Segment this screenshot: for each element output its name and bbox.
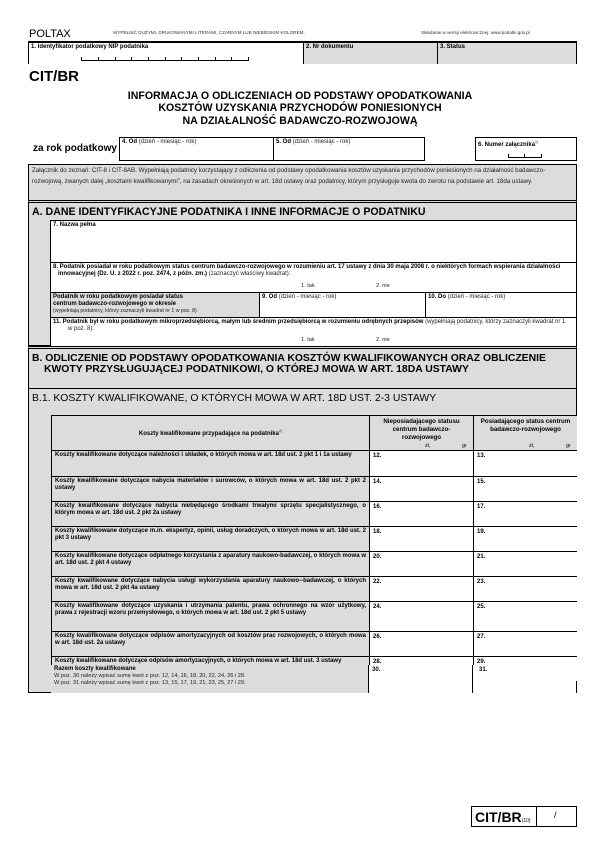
amount-field-14[interactable]: 14. bbox=[370, 477, 474, 502]
amount-field-17[interactable]: 17. bbox=[474, 502, 577, 527]
attachment-number-field[interactable] bbox=[475, 137, 577, 161]
col-header-desc bbox=[52, 416, 370, 451]
row-desc: Koszty kwalifikowane dotyczące należności i składek, o których mowa w art. 18d ust. 2 pkt 1 i 1a ustawy bbox=[52, 451, 370, 477]
rd-status-period-box bbox=[51, 293, 260, 318]
title-line-1: INFORMACJA O ODLICZENIACH OD PODSTAWY OPODATKOWANIA bbox=[127, 90, 473, 102]
footer-code bbox=[475, 809, 531, 825]
table-row bbox=[52, 632, 577, 657]
total-note-2: W poz. 31 należy wpisać sumę kwot z poz. 13, 15, 17, 19, 21, 23, 25, 27 i 29. bbox=[54, 680, 246, 686]
table-row bbox=[52, 577, 577, 602]
nip-label: 1. Identyfikator podatkowy NIP podatnika bbox=[31, 44, 149, 50]
sme-status-hint: (wypełniają podatnicy, którzy zaznaczyli kwadrat nr 1 w poz. 8): bbox=[68, 319, 566, 332]
amount-field-13[interactable]: 13. bbox=[474, 451, 577, 477]
footer-page-separator: / bbox=[554, 810, 557, 820]
status-label: 3. Status bbox=[440, 44, 466, 50]
section-b bbox=[28, 346, 577, 693]
total-desc bbox=[51, 665, 369, 693]
nip-tick-marks bbox=[81, 58, 249, 61]
amount-field-30[interactable]: 30. bbox=[369, 665, 473, 693]
gr-label: gr bbox=[566, 443, 571, 449]
total-row bbox=[51, 665, 576, 693]
zl-label: zł, bbox=[529, 443, 535, 449]
amount-field-18[interactable]: 18. bbox=[370, 527, 474, 552]
period-from-label: 4. Od bbox=[122, 139, 138, 145]
footer-code-text: CIT/BR bbox=[475, 809, 522, 825]
top-fields bbox=[28, 41, 577, 64]
section-b1-header bbox=[29, 388, 576, 412]
attachment-tick-marks bbox=[508, 155, 542, 158]
amount-field-16[interactable]: 16. bbox=[370, 502, 474, 527]
section-a-body bbox=[50, 220, 576, 346]
rd-period-from-hint: (dzień - miesiąc - rok) bbox=[278, 294, 337, 300]
amount-field-29[interactable]: 29. bbox=[474, 657, 577, 682]
sme-status-field bbox=[51, 318, 577, 347]
col-header-status-label: Posiadającego status centrum badawczo-rozwojowego bbox=[480, 418, 571, 433]
rd-center-status-field bbox=[51, 263, 577, 293]
qualified-costs-table bbox=[51, 415, 576, 693]
amount-field-22[interactable]: 22. bbox=[370, 577, 474, 602]
section-a bbox=[28, 200, 577, 346]
amount-field-26[interactable]: 26. bbox=[370, 632, 474, 657]
sme-option-yes[interactable]: 1. tak bbox=[301, 337, 315, 343]
row-desc: Koszty kwalifikowane dotyczące nabycia materiałów i surowców, o których mowa w art. 18d ust. 2 pkt 2 ustawy bbox=[52, 477, 370, 502]
amount-field-24[interactable]: 24. bbox=[370, 602, 474, 632]
footer-version: (10) bbox=[521, 818, 531, 824]
zl-label: zł, bbox=[425, 443, 431, 449]
table-row bbox=[52, 451, 577, 477]
footer-form-code-box bbox=[471, 806, 577, 827]
intro-box bbox=[28, 164, 577, 200]
period-label: za rok podatkowy bbox=[33, 143, 117, 154]
amount-field-23[interactable]: 23. bbox=[474, 577, 577, 602]
form-code: CIT/BR bbox=[29, 68, 79, 85]
rd-period-to-hint: (dzień - miesiąc - rok) bbox=[447, 294, 506, 300]
full-name-field[interactable] bbox=[51, 221, 577, 263]
rd-status-option-no[interactable]: 2. nie bbox=[376, 283, 390, 289]
row-desc: Koszty kwalifikowane dotyczące nabycia usługi wykorzystania aparatury naukowo--badawczej, o których mowa w art. 18d ust. 2 pkt 4a ustawy bbox=[52, 577, 370, 602]
col-header-no-status bbox=[370, 416, 474, 451]
section-b-title: B. ODLICZENIE OD PODSTAWY OPODATKOWANIA KOSZTÓW KWALIFIKOWANYCH ORAZ OBLICZENIE KWOTY PRZYSŁUGUJĄCEJ PODATNIKOWI, O KTÓREJ MOWA W ART. 18DA USTAWY bbox=[32, 353, 546, 375]
row-desc: Koszty kwalifikowane dotyczące uzyskania i utrzymania patentu, prawa ochronnego na wzór użytkowy, prawa z rejestracji wzoru przemysłowego, o których mowa w art. 18d ust. 2 pkt 5 ustawy bbox=[52, 602, 370, 632]
period-from-field[interactable] bbox=[119, 137, 274, 161]
rd-status-period-hint: (wypełniają podatnicy, którzy zaznaczyli kwadrat nr 1 w poz. 8) bbox=[53, 308, 197, 314]
amount-field-12[interactable]: 12. bbox=[370, 451, 474, 477]
col-header-desc-label: Koszty kwalifikowane przypadające na podatnika bbox=[138, 431, 279, 437]
rd-center-status-label: 8. Podatnik posiadał w roku podatkowym status centrum badawczo-rozwojowego w rozumieniu art. 17 ustawy z dnia 30 maja 2008 r. o niektórych formach wspierania działalności innowacyjnej (Dz. U. z 2022 r. poz. 2474, z późn. zm.) bbox=[53, 264, 561, 277]
col-header-status bbox=[474, 416, 577, 451]
rd-period-to-field[interactable] bbox=[426, 293, 577, 318]
total-note-1: W poz. 30 należy wpisać sumę kwot z poz. 12, 14, 16, 18, 20, 22, 24, 26 i 28. bbox=[54, 673, 246, 679]
section-b1-title: B.1. KOSZTY KWALIFIKOWANE, O KTÓRYCH MOWA W ART. 18D UST. 2-3 USTAWY bbox=[32, 393, 437, 404]
total-title: Razem koszty kwalifikowane bbox=[54, 666, 136, 672]
brand: POLTAX bbox=[29, 28, 71, 40]
sme-option-no[interactable]: 2. nie bbox=[376, 337, 390, 343]
title-line-2: KOSZTÓW UZYSKANIA PRZYCHODÓW PONIESIONYCH bbox=[158, 102, 442, 115]
attachment-number-label: 6. Numer załącznika bbox=[478, 142, 536, 148]
nip-field[interactable] bbox=[29, 43, 304, 64]
amount-field-20[interactable]: 20. bbox=[370, 552, 474, 577]
form-title bbox=[0, 90, 600, 127]
amount-field-21[interactable]: 21. bbox=[474, 552, 577, 577]
footer-page-box bbox=[536, 806, 577, 827]
row-desc: Koszty kwalifikowane dotyczące odpłatnego korzystania z aparatury naukowo-badawczej, o których mowa w art. 18d ust. 2 pkt 4 ustawy bbox=[52, 552, 370, 577]
rd-period-from-field[interactable] bbox=[260, 293, 426, 318]
row-desc: Koszty kwalifikowane dotyczące nabycia niebędącego środkami trwałymi sprzętu specjalistycznego, o którym mowa w art. 18d ust. 2 pkt 2a ustawy bbox=[52, 502, 370, 527]
table-row bbox=[52, 477, 577, 502]
electronic-filing-text: Składanie w wersji elektronicznej: www.podatki.gov.pl bbox=[421, 30, 530, 35]
doc-number-label: 2. Nr dokumentu bbox=[306, 44, 354, 50]
row-desc: Koszty kwalifikowane dotyczące odpisów amortyzacyjnych, o których mowa w art. 18d ust. 3 ustawy bbox=[52, 657, 370, 682]
doc-number-field bbox=[304, 43, 438, 64]
rd-status-period-label: Podatnik w roku podatkowym posiadał status centrum badawczo-rozwojowego w okresie bbox=[53, 294, 184, 307]
period-to-field[interactable] bbox=[273, 137, 425, 161]
col-header-footnote-ref: 2) bbox=[278, 429, 283, 433]
intro-text: Załącznik do zeznań: CIT-8 i CIT-8AB. Wypełniają podatnicy korzystający z odliczenia od podstawy opodatkowania kosztów uzyskania przychodów poniesionych na działalność badawczo-rozwojową, zwanych dalej „kosztami kwalifikowanymi”, na zasadach określonych w art. 18d ustawy oraz podatnicy, którym przysługuje kwota do zwrotu na podstawie art. 18da ustawy. bbox=[32, 167, 546, 185]
row-desc: Koszty kwalifikowane dotyczące odpisów amortyzacyjnych od kosztów prac rozwojowych, o których mowa w art. 18d ust. 2a ustawy bbox=[52, 632, 370, 657]
rd-status-option-yes[interactable]: 1. tak bbox=[301, 283, 315, 289]
rd-center-status-hint: (zaznaczyć właściwy kwadrat): bbox=[208, 271, 291, 277]
full-name-label: 7. Nazwa pełna bbox=[53, 222, 96, 228]
sme-status-label: 11. Podatnik był w roku podatkowym mikroprzedsiębiorcą, małym lub średnim przedsiębiorcą w rozumieniu odrębnych przepisów bbox=[53, 319, 424, 325]
amount-field-28[interactable]: 28. bbox=[370, 657, 474, 682]
period-to-label: 5. Od bbox=[276, 139, 292, 145]
gr-label: gr bbox=[462, 443, 467, 449]
table-row bbox=[52, 527, 577, 552]
table-row bbox=[52, 602, 577, 632]
amount-field-27[interactable]: 27. bbox=[474, 632, 577, 657]
rd-period-to-label: 10. Do bbox=[428, 294, 447, 300]
row-desc: Koszty kwalifikowane dotyczące m.in. ekspertyz, opinii, usług doradczych, o których mowa w art. 18d ust. 2 pkt 3 ustawy bbox=[52, 527, 370, 552]
period-from-hint: (dzień - miesiąc - rok) bbox=[138, 139, 197, 145]
title-line-3: NA DZIAŁALNOŚĆ BADAWCZO-ROZWOJOWĄ bbox=[182, 114, 418, 127]
col-header-no-status-label: Nieposiadającego statusu centrum badawczo-rozwojowego bbox=[383, 418, 460, 441]
amount-field-15[interactable]: 15. bbox=[474, 477, 577, 502]
section-a-title: A. DANE IDENTYFIKACYJNE PODATNIKA I INNE INFORMACJE O PODATNIKU bbox=[32, 206, 426, 218]
table-row bbox=[52, 502, 577, 527]
amount-field-31[interactable]: 31. bbox=[473, 665, 576, 693]
period-to-hint: (dzień - miesiąc - rok) bbox=[292, 139, 351, 145]
instruction-text: WYPEŁNIĆ DUŻYMI, DRUKOWANYMI LITERAMI, CZARNYM LUB NIEBIESKIM KOLOREM. bbox=[113, 30, 305, 35]
table-row bbox=[52, 552, 577, 577]
amount-field-19[interactable]: 19. bbox=[474, 527, 577, 552]
status-field bbox=[438, 43, 576, 64]
rd-period-from-label: 9. Od bbox=[262, 294, 278, 300]
amount-field-25[interactable]: 25. bbox=[474, 602, 577, 632]
attachment-footnote-ref: 1) bbox=[535, 140, 539, 144]
